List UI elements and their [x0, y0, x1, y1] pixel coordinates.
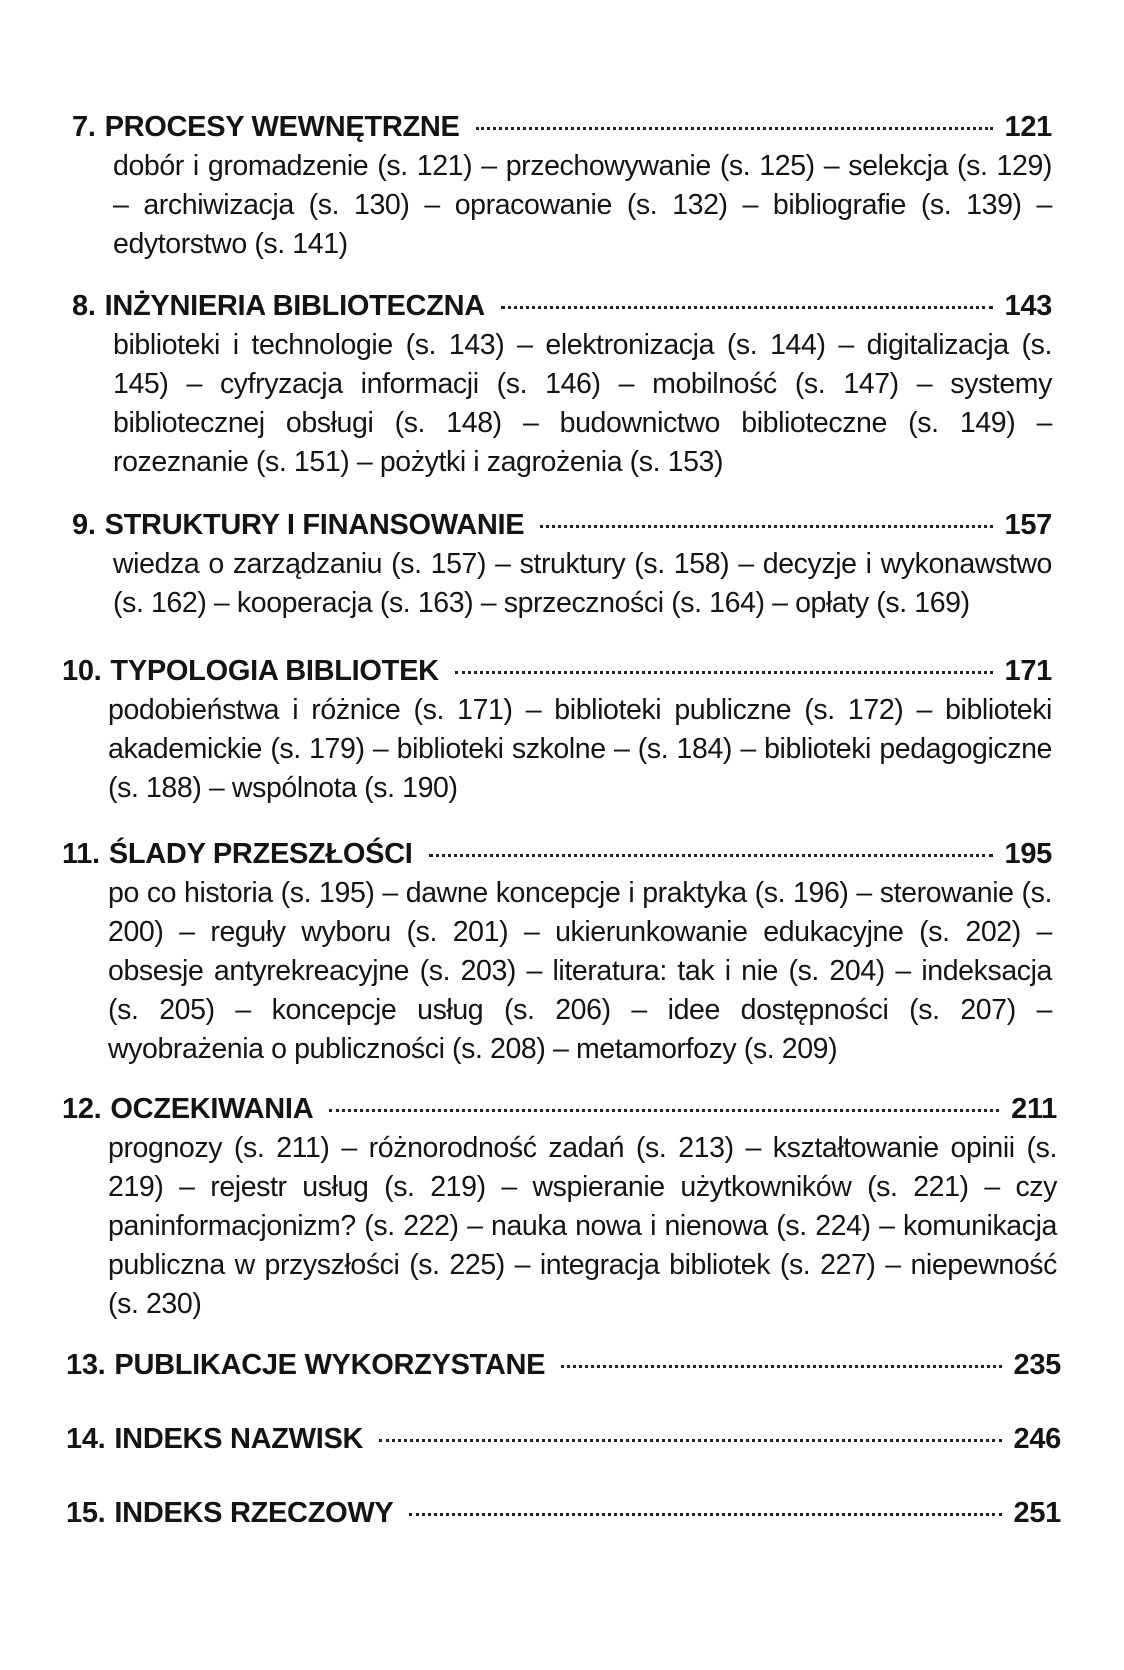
- chapter-number: 10.: [62, 655, 102, 687]
- toc-entry: [66, 1494, 1061, 1532]
- page-number: 246: [1013, 1423, 1061, 1455]
- dot-leader: [379, 1439, 1001, 1442]
- dot-leader: [455, 671, 993, 674]
- chapter-title: STRUKTURY I FINANSOWANIE: [104, 509, 525, 541]
- toc-entry-heading: [66, 1494, 1061, 1532]
- toc-entry: [72, 506, 1052, 623]
- toc-entry: [62, 652, 1052, 808]
- page-number: 251: [1013, 1497, 1061, 1529]
- dot-leader: [561, 1365, 1001, 1368]
- dot-leader: [429, 854, 993, 857]
- chapter-number: 9.: [72, 509, 96, 541]
- page-number: 235: [1013, 1349, 1061, 1381]
- dot-leader: [501, 306, 993, 309]
- chapter-title: OCZEKIWANIA: [110, 1093, 314, 1125]
- dot-leader: [476, 127, 993, 130]
- toc-entry: [66, 1346, 1061, 1384]
- chapter-number: 7.: [72, 111, 96, 143]
- chapter-number: 12.: [62, 1093, 102, 1125]
- toc-entry: [72, 287, 1052, 482]
- page-number: 171: [1004, 655, 1052, 687]
- toc-entry-heading: [62, 1090, 1057, 1128]
- page-number: 121: [1004, 111, 1052, 143]
- toc-entry-heading: [66, 1420, 1061, 1458]
- toc-entry-heading: [72, 108, 1052, 146]
- toc-entry-heading: [62, 652, 1052, 690]
- dot-leader: [329, 1109, 999, 1112]
- chapter-title: INDEKS RZECZOWY: [114, 1497, 394, 1529]
- chapter-description: biblioteki i technologie (s. 143) – elektronizacja (s. 144) – digitalizacja (s. 145) – cyfryzacja informacji (s. 146) – mobilność (s. 147) – systemy bibliotecznej obsługi (s. 148) – budownictwo biblioteczne (s. 149) – rozeznanie (s. 151) – pożytki i zagrożenia (s. 153): [113, 329, 1052, 478]
- chapter-number: 15.: [66, 1497, 106, 1529]
- toc-entry-heading: [72, 287, 1052, 325]
- chapter-title: TYPOLOGIA BIBLIOTEK: [110, 655, 439, 687]
- toc-entry-heading: [72, 506, 1052, 544]
- toc-entry-heading: [66, 1346, 1061, 1384]
- toc-entry: [66, 1420, 1061, 1458]
- dot-leader: [540, 525, 992, 528]
- chapter-title: PROCESY WEWNĘTRZNE: [104, 111, 460, 143]
- chapter-description: podobieństwa i różnice (s. 171) – biblioteki publiczne (s. 172) – biblioteki akademickie (s. 179) – biblioteki szkolne – (s. 184) – biblioteki pedagogiczne (s. 188) – wspólnota (s. 190): [108, 694, 1052, 804]
- toc-entry: [72, 108, 1052, 264]
- page-number: 211: [1011, 1093, 1057, 1125]
- dot-leader: [409, 1513, 1001, 1516]
- chapter-description: dobór i gromadzenie (s. 121) – przechowywanie (s. 125) – selekcja (s. 129) – archiwizacja (s. 130) – opracowanie (s. 132) – bibliografie (s. 139) – edytorstwo (s. 141): [113, 150, 1052, 260]
- chapter-number: 8.: [72, 290, 96, 322]
- chapter-number: 13.: [66, 1349, 106, 1381]
- chapter-title: PUBLIKACJE WYKORZYSTANE: [114, 1349, 546, 1381]
- chapter-number: 11.: [62, 838, 100, 870]
- page-number: 195: [1004, 838, 1052, 870]
- chapter-title: ŚLADY PRZESZŁOŚCI: [108, 838, 413, 870]
- toc-entry: [62, 1090, 1057, 1324]
- chapter-title: INŻYNIERIA BIBLIOTECZNA: [104, 290, 485, 322]
- page-number: 143: [1004, 290, 1052, 322]
- chapter-title: INDEKS NAZWISK: [114, 1423, 364, 1455]
- chapter-description: wiedza o zarządzaniu (s. 157) – struktury (s. 158) – decyzje i wykonawstwo (s. 162) – kooperacja (s. 163) – sprzeczności (s. 164) – opłaty (s. 169): [113, 548, 1052, 619]
- page-number: 157: [1004, 509, 1052, 541]
- toc-entry-heading: [62, 835, 1052, 873]
- chapter-description: po co historia (s. 195) – dawne koncepcje i praktyka (s. 196) – sterowanie (s. 200) – reguły wyboru (s. 201) – ukierunkowanie edukacyjne (s. 202) – obsesje antyrekreacyjne (s. 203) – literatura: tak i nie (s. 204) – indeksacja (s. 205) – koncepcje usług (s. 206) – idee dostępności (s. 207) – wyobrażenia o publiczności (s. 208) – metamorfozy (s. 209): [108, 877, 1052, 1065]
- chapter-number: 14.: [66, 1423, 106, 1455]
- chapter-description: prognozy (s. 211) – różnorodność zadań (s. 213) – kształtowanie opinii (s. 219) – rejestr usług (s. 219) – wspieranie użytkowników (s. 221) – czy paninformacjonizm? (s. 222) – nauka nowa i nienowa (s. 224) – komunikacja publiczna w przyszłości (s. 225) – integracja bibliotek (s. 227) – niepewność (s. 230): [108, 1132, 1057, 1320]
- toc-entry: [62, 835, 1052, 1069]
